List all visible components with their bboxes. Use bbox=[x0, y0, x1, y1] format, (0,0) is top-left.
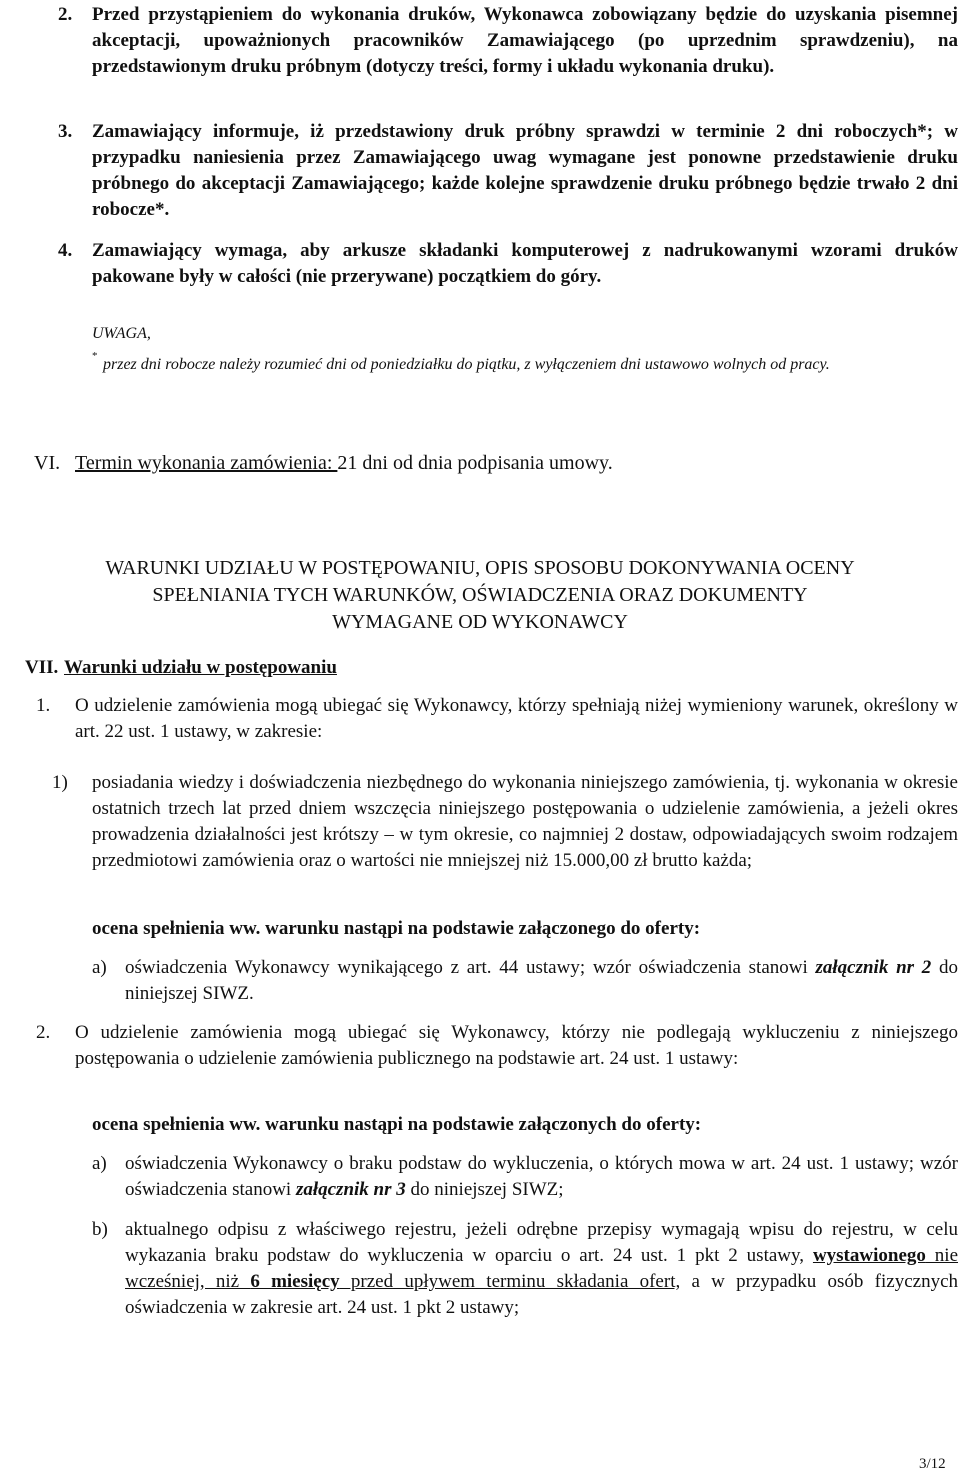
note-label: UWAGA, bbox=[92, 325, 151, 342]
conditions-heading-line-1: WARUNKI UDZIAŁU W POSTĘPOWANIU, OPIS SPOSOBU DOKONYWANIA OCENY bbox=[105, 557, 855, 579]
point-2-b-part-3: nie wcześniej, niż bbox=[125, 1245, 959, 1292]
point-2-b-part-5: przed upływem terminu składania ofert, bbox=[339, 1271, 681, 1292]
section-7-title: Warunki udziału w postępowaniu bbox=[64, 657, 337, 678]
item-2-number: 2. bbox=[58, 4, 73, 25]
point-2-a-pre: oświadczenia Wykonawcy o braku podstaw do wykluczenia, o których mowa w art. 24 ust. 1 ustawy; wzór oświadczenia stanowi bbox=[125, 1153, 958, 1200]
annex-2-ref: załącznik nr 2 bbox=[815, 957, 932, 978]
issued-emphasis: wystawionego bbox=[812, 1245, 926, 1266]
point-2-b-part-1: aktualnego odpisu z właściwego rejestru, jeżeli odrębne przepisy wymagają wpisu do rejestru, w celu wykazania braku podstaw do wykluczenia w oparciu o art. 24 ust. 1 pkt 2 ustawy, bbox=[125, 1219, 958, 1266]
point-1-a-text bbox=[125, 955, 958, 1007]
point-1-text: O udzielenie zamówienia mogą ubiegać się Wykonawcy, którzy spełniają niżej wymieniony warunek, określony w art. 22 ust. 1 ustawy, w zakresie: bbox=[75, 695, 958, 742]
point-2-a-text bbox=[125, 1151, 958, 1203]
conditions-heading-line-2: SPEŁNIANIA TYCH WARUNKÓW, OŚWIADCZENIA ORAZ DOKUMENTY bbox=[152, 584, 808, 606]
point-1-sub-1-text: posiadania wiedzy i doświadczenia niezbędnego do wykonania niniejszego zamówienia, tj. wykonania w okresie ostatnich trzech lat przed dniem wszczęcia niniejszego postępowania o udzielenie zamówienia, a jeżeli okres prowadzenia działalności jest krótszy – w tym okresie, co najmniej 2 dostaw, odpowiadających swoim rodzajem przedmiotowi zamówienia oraz o wartości nie mniejszej niż 15.000,00 zł brutto każda; bbox=[92, 772, 958, 871]
section-6-value: 21 dni od dnia podpisania umowy. bbox=[337, 452, 613, 474]
note-text: przez dni robocze należy rozumieć dni od poniedziałku do piątku, z wyłączeniem dni ustawowo wolnych od pracy. bbox=[103, 356, 830, 373]
point-1-a-post: do niniejszej SIWZ. bbox=[125, 957, 958, 1004]
point-2-text: O udzielenie zamówienia mogą ubiegać się Wykonawcy, którzy nie podlegają wykluczeniu z niniejszego postępowania o udzielenie zamówienia publicznego na podstawie art. 24 ust. 1 ustawy: bbox=[75, 1022, 958, 1069]
point-2-a-post: do niniejszej SIWZ; bbox=[405, 1179, 564, 1200]
item-3-text: Zamawiający informuje, iż przedstawiony druk próbny sprawdzi w terminie 2 dni roboczych*; w przypadku naniesienia przez Zamawiającego uwag wymagane jest ponowne przedstawienie druku próbnego do akceptacji Zamawiającego; każde kolejne sprawdzenie druku próbnego będzie trwało 2 dni robocze*. bbox=[92, 121, 958, 220]
point-1-a-pre: oświadczenia Wykonawcy wynikającego z art. 44 ustawy; wzór oświadczenia stanowi bbox=[125, 957, 816, 978]
section-6-heading bbox=[75, 450, 613, 476]
point-2-a-number: a) bbox=[92, 1153, 107, 1174]
point-2-b-number: b) bbox=[92, 1219, 108, 1240]
page-number: 3/12 bbox=[919, 1456, 946, 1472]
point-1-a-number: a) bbox=[92, 957, 107, 978]
conditions-heading-line-3: WYMAGANE OD WYKONAWCY bbox=[332, 611, 628, 633]
point-2-evaluation-heading: ocena spełnienia ww. warunku nastąpi na podstawie załączonych do oferty: bbox=[92, 1114, 702, 1135]
point-2-number: 2. bbox=[36, 1022, 51, 1043]
conditions-heading bbox=[0, 555, 960, 636]
annex-3-ref: załącznik nr 3 bbox=[295, 1179, 406, 1200]
point-2-b-text bbox=[125, 1217, 958, 1321]
item-4-text: Zamawiający wymaga, aby arkusze składanki komputerowej z nadrukowanymi wzorami druków pakowane były w całości (nie przerywane) początkiem do góry. bbox=[92, 240, 958, 287]
point-1-evaluation-heading: ocena spełnienia ww. warunku nastąpi na podstawie załączonego do oferty: bbox=[92, 918, 701, 939]
item-4-number: 4. bbox=[58, 240, 73, 261]
section-6-title: Termin wykonania zamówienia: bbox=[75, 452, 338, 474]
point-2-b-part-6: a w przypadku osób fizycznych oświadczenia w zakresie art. 24 ust. 1 pkt 2 ustawy; bbox=[125, 1271, 958, 1318]
item-3-number: 3. bbox=[58, 121, 73, 142]
note-asterisk: * bbox=[92, 350, 98, 362]
point-1-number: 1. bbox=[36, 695, 51, 716]
item-2-text: Przed przystąpieniem do wykonania druków, Wykonawca zobowiązany będzie do uzyskania pisemnej akceptacji, upoważnionych pracowników Zamawiającego (po uprzednim sprawdzeniu), na przedstawionym druku próbnym (dotyczy treści, formy i układu wykonania druku). bbox=[92, 4, 958, 77]
section-6-number: VI. bbox=[34, 452, 61, 474]
section-7-number: VII. bbox=[25, 657, 59, 678]
point-1-sub-1-number: 1) bbox=[52, 772, 68, 793]
six-months-emphasis: 6 miesięcy bbox=[250, 1271, 340, 1292]
